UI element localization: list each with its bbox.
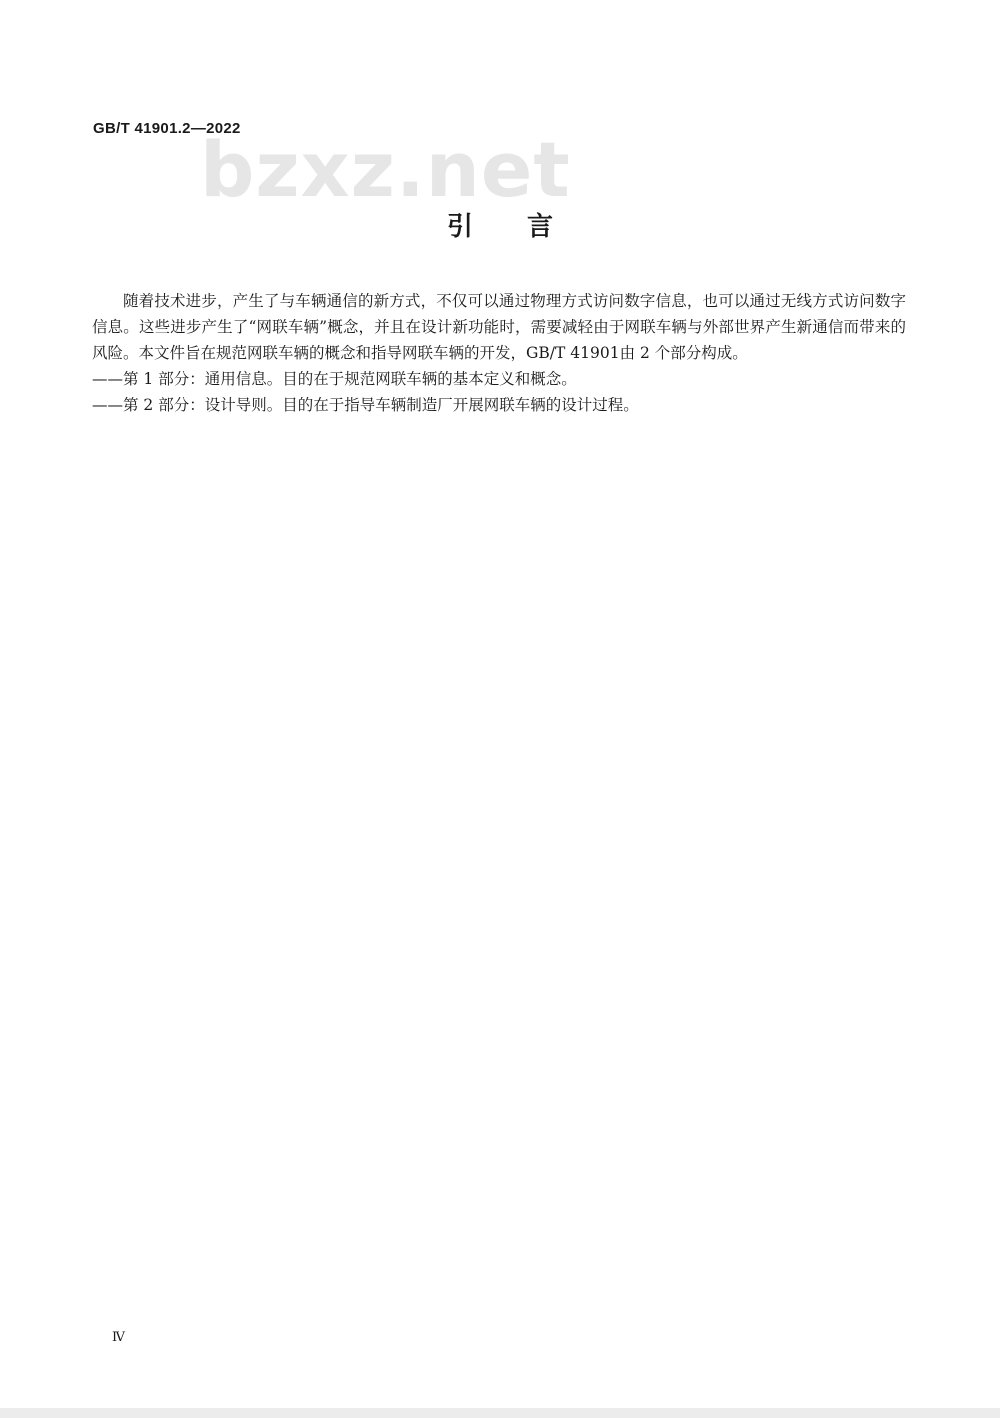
section-title — [0, 206, 1000, 243]
intro-paragraph: 随着技术进步，产生了与车辆通信的新方式，不仅可以通过物理方式访问数字信息，也可以通过无线方式访问数字信息。这些进步产生了“网联车辆”概念，并且在设计新功能时，需要减轻由于网联车辆与外部世界产生新通信而带来的风险。本文件旨在规范网联车辆的概念和指导网联车辆的开发，GB/T 41901由 2 个部分构成。 — [92, 292, 906, 362]
introduction-body — [92, 288, 906, 418]
title-char-2: 言 — [527, 212, 554, 242]
page-bottom-edge — [0, 1408, 1000, 1418]
title-char-1: 引 — [446, 212, 473, 242]
page-number: Ⅳ — [112, 1330, 125, 1345]
part-list-item-1: ——第 1 部分：通用信息。目的在于规范网联车辆的基本定义和概念。 — [92, 370, 577, 388]
watermark-text: bzxz.net — [200, 125, 571, 214]
part-list-item-2: ——第 2 部分：设计导则。目的在于指导车辆制造厂开展网联车辆的设计过程。 — [92, 396, 639, 414]
standard-code-header: GB/T 41901.2—2022 — [93, 120, 241, 137]
